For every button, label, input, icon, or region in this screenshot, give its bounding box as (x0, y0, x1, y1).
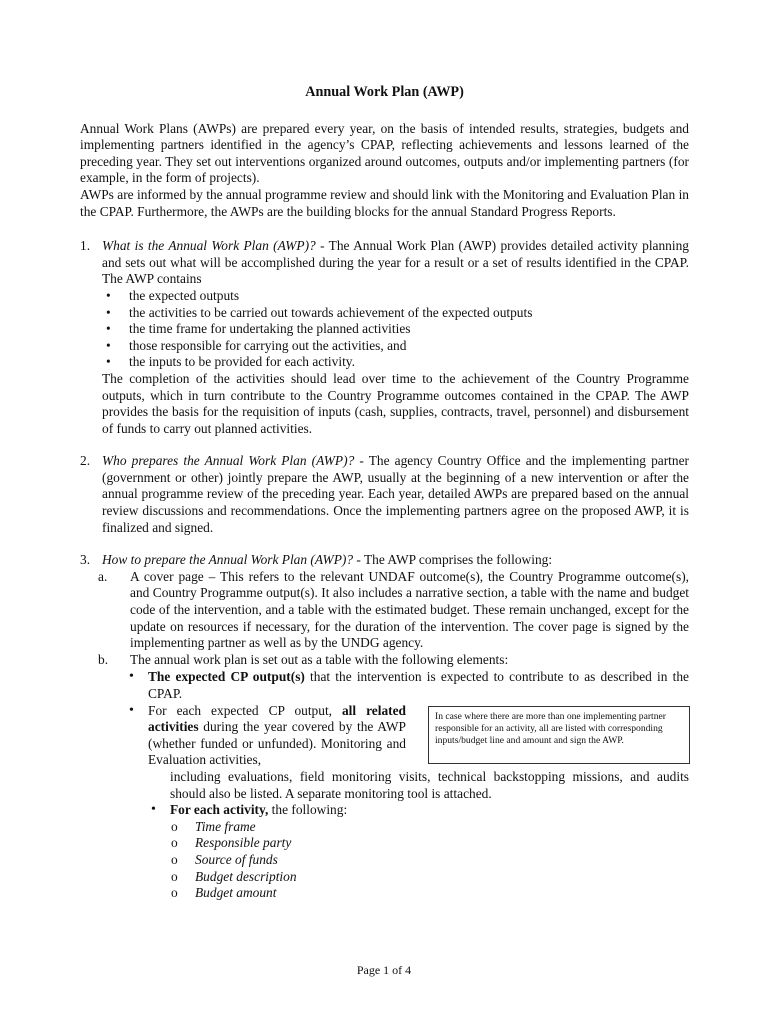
list-item: o Source of funds (80, 852, 689, 869)
section-number: 3. (80, 552, 91, 568)
list-item: • the activities to be carried out towards achievement of the expected outputs (102, 305, 689, 322)
bullet-icon: • (151, 802, 156, 818)
document-page (80, 84, 689, 902)
section-3-lead (102, 552, 689, 569)
section-1 (80, 238, 689, 437)
element-text-wide: including evaluations, field monitoring visits, technical backstopping missions, and audits should also be listed. A separate monitoring tool is attached. (170, 768, 689, 801)
activity-detail-list (80, 819, 689, 902)
item-letter: a. (98, 568, 108, 584)
element-bold: For each activity, (170, 802, 269, 818)
section-2-body (102, 453, 689, 536)
page-title: Annual Work Plan (AWP) (305, 84, 464, 100)
element-each-activity (80, 802, 689, 819)
element-pre: For each expected CP output, (148, 702, 342, 718)
list-item: o Budget amount (80, 885, 689, 902)
work-plan-text: The annual work plan is set out as a table with the following elements: (130, 651, 509, 667)
item-letter: b. (98, 651, 109, 667)
list-item: • those responsible for carrying out the activities, and (102, 338, 689, 355)
item-b (80, 652, 689, 669)
element-rest: the following: (268, 802, 348, 818)
element-text (170, 802, 689, 819)
bullet-icon: • (129, 702, 134, 718)
section-2 (80, 453, 689, 536)
section-1-lead (102, 238, 689, 288)
page-number: Page 1 of 4 (356, 963, 412, 977)
list-item: o Responsible party (80, 835, 689, 852)
section-1-closing: The completion of the activities should lead over time to the achievement of the Country Programme outputs, which in turn contribute to the Country Programme outcomes contained in the CPAP. The AWP provides the basis for the requisition of inputs (cash, supplies, contracts, travel, personnel) and disbursement of funds to carry out planned activities. (102, 370, 689, 436)
list-item: • the time frame for undertaking the planned activities (102, 321, 689, 338)
section-number: 1. (80, 238, 91, 254)
section-question: What is the Annual Work Plan (AWP)? (102, 238, 316, 254)
element-text-narrow (148, 703, 406, 769)
section-3 (80, 552, 689, 569)
cover-page-text: A cover page – This refers to the relevant UNDAF outcome(s), the Country Programme outcome(s), and Country Programme output(s). It also includes a narrative section, a table with the name and budget code of the intervention, and a table with the estimated budget. These remain unchanged, except for the update on resources if necessary, for the duration of the intervention. The cover page is signed by the implementing partner as well as by the UNDG agency. (130, 568, 689, 651)
section-text: - The AWP comprises the following: (353, 552, 553, 568)
section-text: - The Annual Work Plan (AWP) provides detailed activity planning and sets out what will be accomplished during the year for a result or a set of results identified in the CPAP. The AWP contains (102, 238, 689, 287)
element-activities-continued (80, 769, 689, 802)
element-rest: during the year covered by the AWP (whether funded or unfunded). Monitoring and Evaluation activities, (148, 719, 406, 768)
intro-paragraph-2: AWPs are informed by the annual programme review and should link with the Monitoring and Evaluation Plan in the CPAP. Furthermore, the AWPs are the building blocks for the annual Standard Progress Reports. (80, 186, 689, 219)
intro-section (80, 121, 689, 221)
element-cp-output (80, 669, 689, 702)
awp-contents-list (102, 288, 689, 371)
section-text: - The agency Country Office and the implementing partner (government or other) jointly prepare the AWP, usually at the beginning of a new intervention or after the annual programme review of the preceding year. Each year, detailed AWPs are prepared based on the annual review discussions and recommendations. Once the implementing partners agree on the proposed AWP, it is finalized and signed. (102, 453, 689, 535)
element-rest: that the intervention is expected to contribute to as described in the CPAP. (148, 669, 689, 701)
list-item: • the inputs to be provided for each activity. (102, 354, 689, 371)
list-item: o Budget description (80, 869, 689, 886)
bullet-icon: • (129, 669, 134, 685)
element-text (148, 669, 689, 702)
section-question: How to prepare the Annual Work Plan (AWP)? (102, 552, 354, 568)
note-box: In case where there are more than one implementing partner responsible for an activity, all are listed with corresponding inputs/budget line and amount and sign the AWP. (428, 706, 690, 764)
item-a (80, 569, 689, 652)
list-item: o Time frame (80, 819, 689, 836)
section-number: 2. (80, 453, 91, 469)
section-question: Who prepares the Annual Work Plan (AWP)? (102, 453, 355, 469)
element-bold: The expected CP output(s) (148, 669, 305, 685)
list-item: • the expected outputs (102, 288, 689, 305)
element-bold: all related activities (148, 702, 406, 735)
intro-paragraph-1: Annual Work Plans (AWPs) are prepared every year, on the basis of intended results, strategies, budgets and implementing partners identified in the agency’s CPAP, reflecting achievements and lessons learned of the preceding year. They set out interventions organized around outcomes, outputs and/or implementing partners (for example, in the form of projects). (80, 120, 689, 186)
